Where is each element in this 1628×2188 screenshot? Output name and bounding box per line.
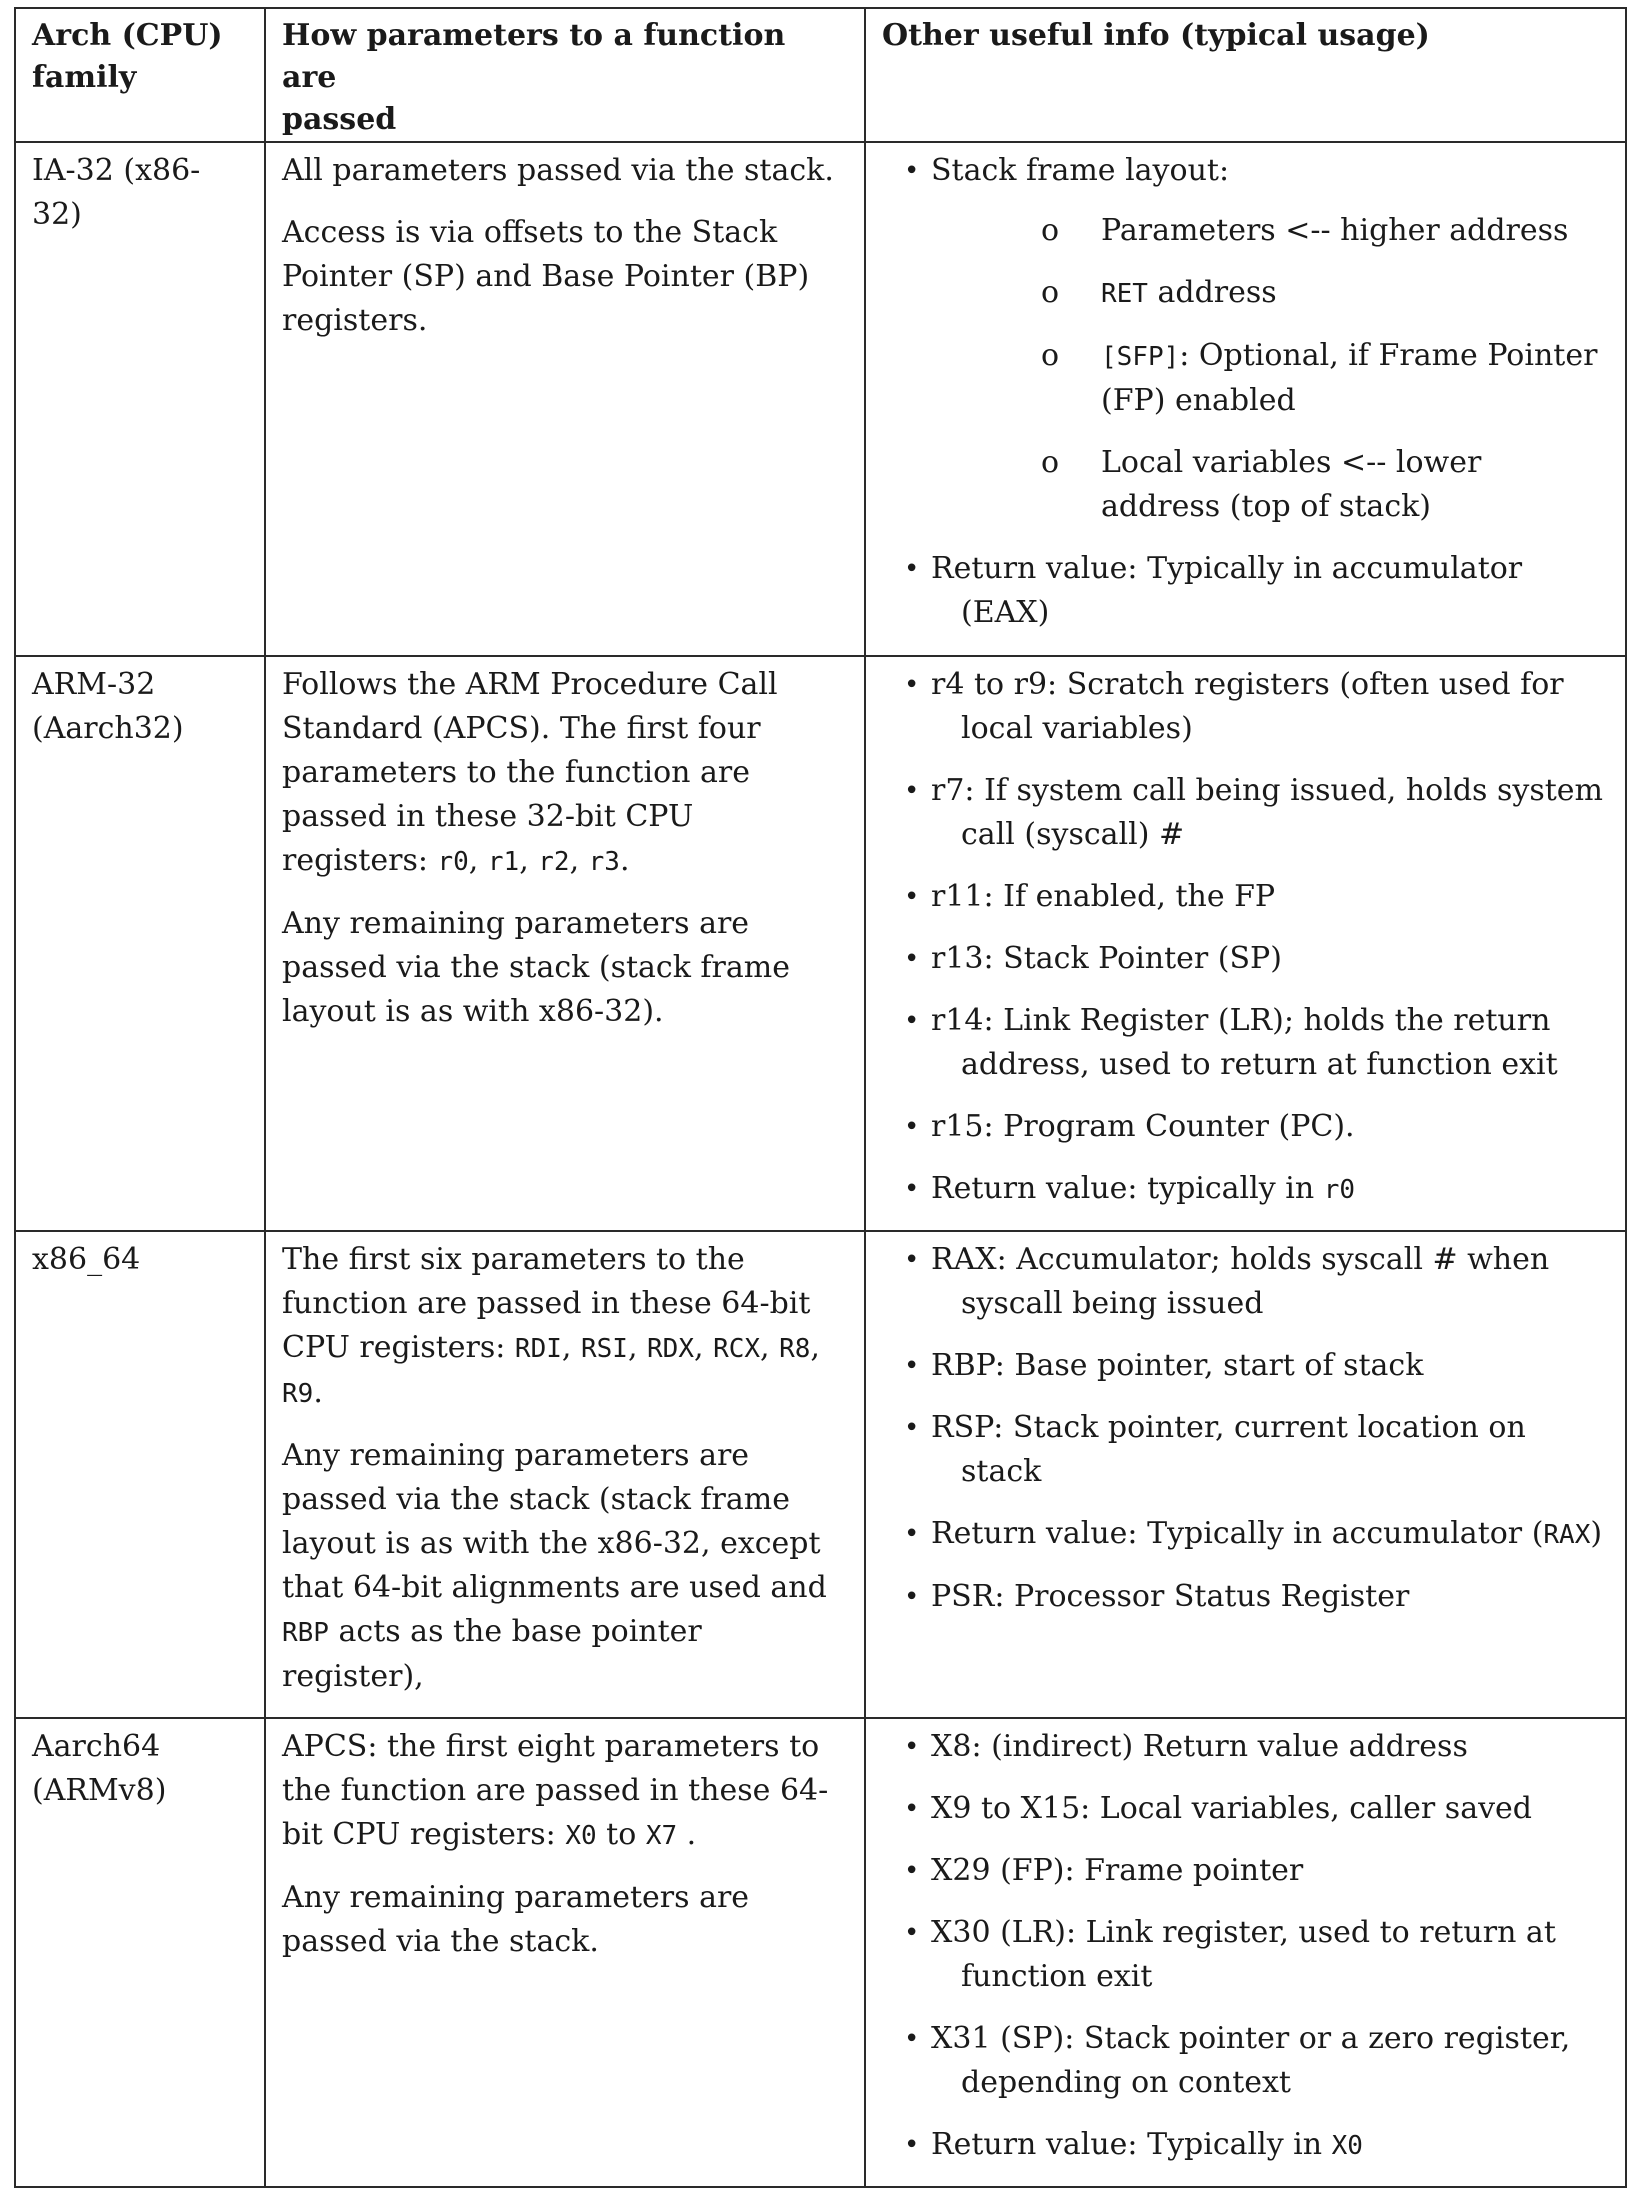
info-text: ) — [1590, 1516, 1603, 1551]
info-text: • r14: Link Register (LR); holds the return address, used to return at function exit — [931, 1003, 1558, 1082]
info-text: • r7: If system call being issued, holds system call (syscall) # — [931, 773, 1603, 852]
code-text: RET — [1101, 279, 1148, 309]
header-info-text: Other useful info (typical usage) — [882, 18, 1430, 53]
params-paragraph: Any remaining parameters are passed via the stack. — [282, 1880, 750, 1959]
header-row — [15, 8, 1626, 142]
list-item — [902, 2123, 1609, 2168]
info-text: Stack frame layout: — [931, 153, 1230, 188]
info-text: • r13: Stack Pointer (SP) — [931, 941, 1282, 976]
info-text: Return value: typically in — [931, 1171, 1324, 1206]
arch-name: x86_64 — [32, 1242, 141, 1277]
code-text: [SFP] — [1101, 342, 1180, 372]
params-paragraph: All parameters passed via the stack. — [282, 153, 834, 188]
params-cell — [265, 1231, 865, 1718]
code-text: X0 — [1331, 2131, 1363, 2161]
code-text: r2 — [538, 847, 570, 877]
list-item — [902, 1787, 1609, 1831]
list-item — [902, 1344, 1609, 1388]
info-text: address — [1147, 275, 1277, 310]
params-text: The first six parameters to the function are passed in these 64-bit CPU registers: — [282, 1242, 811, 1365]
arch-name: IA-32 (x86-32) — [32, 153, 201, 232]
info-list — [882, 1238, 1609, 1619]
info-text: • X9 to X15: Local variables, caller saved — [931, 1791, 1532, 1826]
table-row — [15, 142, 1626, 656]
code-text: R8 — [779, 1334, 811, 1364]
code-text: RDX — [647, 1334, 694, 1364]
list-item — [902, 1725, 1609, 1769]
info-cell — [865, 1718, 1626, 2187]
list-item — [902, 1849, 1609, 1893]
arch-cell — [15, 1231, 265, 1718]
code-text: RAX — [1543, 1520, 1591, 1550]
arch-cell — [15, 656, 265, 1231]
list-item — [1041, 334, 1609, 423]
list-item — [1041, 271, 1609, 316]
list-item — [902, 1406, 1609, 1494]
list-item — [902, 663, 1609, 751]
params-text: to — [596, 1817, 646, 1852]
table-row — [15, 1231, 1626, 1718]
calling-convention-table — [14, 7, 1627, 2188]
info-text: : Optional, if Frame Pointer (FP) enabled — [1101, 338, 1598, 418]
code-text: r0 — [437, 847, 469, 877]
code-text: X7 — [645, 1821, 678, 1851]
header-params — [265, 8, 865, 142]
list-item — [902, 149, 1609, 529]
params-cell — [265, 142, 865, 656]
code-text: RBP — [282, 1618, 329, 1648]
code-text: r1 — [487, 847, 520, 877]
info-cell — [865, 656, 1626, 1231]
list-item — [902, 937, 1609, 981]
list-item — [902, 2017, 1609, 2105]
params-text: acts as the base pointer register), — [282, 1614, 702, 1694]
info-text: • r4 to r9: Scratch registers (often used for local variables) — [931, 667, 1564, 746]
list-item — [902, 1238, 1609, 1326]
info-cell — [865, 142, 1626, 656]
info-text: Return value: Typically in — [931, 2127, 1332, 2162]
info-text: Local variables <-- lower address (top of stack) — [1101, 445, 1482, 524]
info-text: • RBP: Base pointer, start of stack — [931, 1348, 1424, 1383]
info-cell — [865, 1231, 1626, 1718]
info-text: • RAX: Accumulator; holds syscall # when syscall being issued — [931, 1242, 1550, 1321]
info-text — [931, 1512, 1609, 1557]
list-item — [902, 547, 1609, 635]
header-params-text: How parameters to a function are passed — [282, 18, 786, 137]
header-info — [865, 8, 1626, 142]
params-paragraph: Any remaining parameters are passed via the stack (stack frame layout is as with x86-32). — [282, 906, 790, 1029]
header-arch-text: Arch (CPU) family — [32, 18, 223, 95]
info-text: • X29 (FP): Frame pointer — [931, 1853, 1304, 1888]
list-item — [902, 1575, 1609, 1619]
params-paragraph: Follows the ARM Procedure Call Standard (APCS). The first four parameters to the function are passed in these 32-bit CPU registers: r0, r1, r2, r3. — [282, 667, 778, 878]
info-list — [882, 663, 1609, 1212]
list-item — [902, 1911, 1609, 1999]
arch-name: ARM-32 (Aarch32) — [32, 667, 184, 746]
params-text: Any remaining parameters are passed via the stack (stack frame layout is as with the x86-32, except that 64-bit alignments are used and — [282, 1438, 827, 1605]
params-paragraph: APCS: the first eight parameters to the function are passed in these 64-bit CPU registers: X0 to X7 . — [282, 1729, 829, 1852]
info-text: • X30 (LR): Link register, used to return at function exit — [931, 1915, 1556, 1994]
stack-frame-list — [931, 209, 1609, 529]
info-text: • RSP: Stack pointer, current location on stack — [931, 1410, 1526, 1489]
info-text: Return value: Typically in accumulator ( — [931, 1516, 1544, 1551]
list-item — [902, 1167, 1609, 1212]
arch-name: Aarch64 (ARMv8) — [32, 1729, 167, 1808]
params-text: Follows the ARM Procedure Call Standard (APCS). The first four parameters to the function are passed in these 32-bit CPU registers: — [282, 667, 778, 878]
params-cell — [265, 1718, 865, 2187]
list-item — [902, 769, 1609, 857]
arch-cell — [15, 142, 265, 656]
list-item — [1041, 209, 1609, 253]
code-text: R9 — [282, 1379, 314, 1409]
info-text: • r11: If enabled, the FP — [931, 879, 1276, 914]
info-text: • X8: (indirect) Return value address — [931, 1729, 1468, 1764]
table-row — [15, 1718, 1626, 2187]
list-item — [902, 1512, 1609, 1557]
code-text: RDI — [514, 1334, 562, 1364]
code-text: r3 — [588, 847, 620, 877]
info-text: Parameters <-- higher address — [1101, 213, 1569, 248]
arch-cell — [15, 1718, 265, 2187]
params-paragraph: The first six parameters to the function are passed in these 64-bit CPU registers: RDI, RSI, RDX, RCX, R8, R9. — [282, 1242, 820, 1410]
header-arch — [15, 8, 265, 142]
params-paragraph: Access is via offsets to the Stack Pointer (SP) and Base Pointer (BP) registers. — [282, 215, 810, 338]
table-row — [15, 656, 1626, 1231]
info-text: • X31 (SP): Stack pointer or a zero register, depending on context — [931, 2021, 1571, 2100]
info-text: • r15: Program Counter (PC). — [931, 1109, 1355, 1144]
info-text: • Return value: Typically in accumulator (EAX) — [931, 551, 1523, 630]
code-text: r0 — [1323, 1175, 1355, 1205]
params-paragraph — [282, 1434, 848, 1699]
code-text: X0 — [565, 1821, 597, 1851]
list-item — [902, 875, 1609, 919]
info-list — [882, 149, 1609, 635]
params-text: APCS: the first eight parameters to the function are passed in these 64-bit CPU registers: — [282, 1729, 829, 1852]
list-item — [902, 999, 1609, 1087]
info-text: • PSR: Processor Status Register — [931, 1579, 1410, 1614]
list-item — [1041, 441, 1609, 529]
list-item — [902, 1105, 1609, 1149]
info-list — [882, 1725, 1609, 2168]
params-cell — [265, 656, 865, 1231]
code-text: RCX — [713, 1334, 761, 1364]
code-text: RSI — [580, 1334, 628, 1364]
